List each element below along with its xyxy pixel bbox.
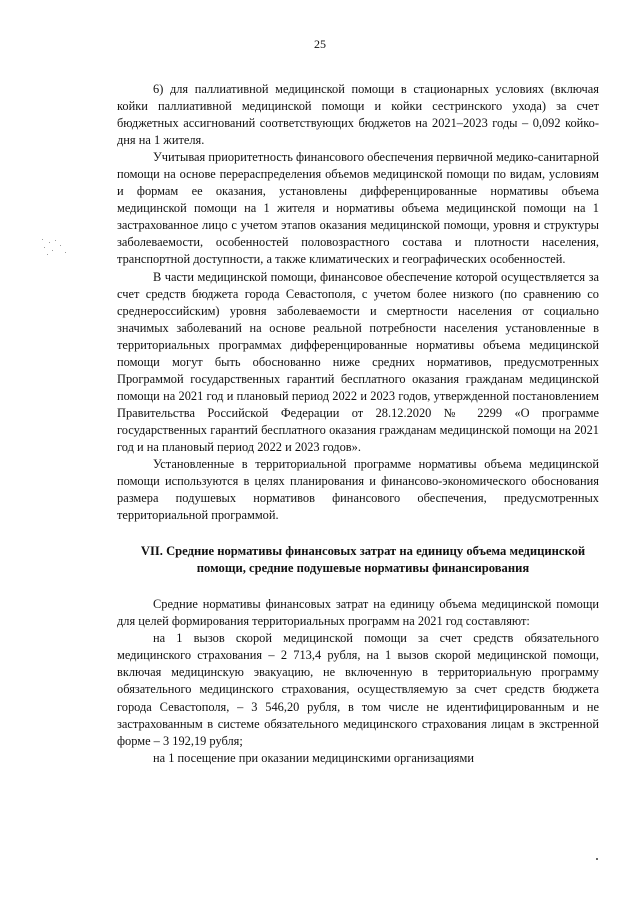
document-body [117,81,599,767]
paragraph-cost-norms-intro: Средние нормативы финансовых затрат на единицу объема медицинской помощи для целей формирования территориальных программ на 2021 год составляют: [117,597,599,629]
paragraph-sevastopol-budget: В части медицинской помощи, финансовое обеспечение которой осуществляется за счет средств бюджета города Севастополя, с учетом более низкого (по сравнению со среднероссийским) уровня заболеваемости и смертности населения от социально значимых заболеваний на основе реальной потребности населения установленные в территориальных программах дифференцированные нормативы объема медицинской помощи могут быть обоснованно ниже средних нормативов, предусмотренных Программой государственных гарантий бесплатного оказания гражданам медицинской помощи на 2021 год и плановый период 2022 и 2023 годов, утвержденной постановлением Правительства Российской Федерации от 28.12.2020 № 2299 «О программе государственных гарантий бесплатного оказания гражданам медицинской помощи на 2021 год и на плановый период 2022 и 2023 годов». [117,269,599,454]
scan-noise [40,238,70,258]
paragraph-primary-care-priority: Учитывая приоритетность финансового обеспечения первичной медико-санитарной помощи на основе перераспределения объемов медицинской помощи по видам, условиям и формам ее оказания, установлены дифференцированные нормативы объема медицинской помощи на 1 жителя и нормативы объема медицинской помощи на 1 застрахованное лицо с учетом этапов оказания медицинской помощи, уровня и структуры заболеваемости, особенностей половозрастного состава и плотности населения, транспортной доступности, а также климатических и географических особенностей. [117,150,599,267]
paragraph-palliative-care: 6) для паллиативной медицинской помощи в стационарных условиях (включая койки паллиативной медицинской помощи и койки сестринского ухода) за счет бюджетных ассигнований соответствующих бюджетов на 2021–2023 годы – 0,092 койко-дня на 1 жителя. [117,82,599,148]
page-number: 25 [314,37,326,51]
paragraph-visit-costs: на 1 посещение при оказании медицинскими организациями [153,750,474,765]
scan-dot [596,858,598,860]
paragraph-ambulance-call-costs: на 1 вызов скорой медицинской помощи за счет средств обязательного медицинского страхования – 2 713,4 рубля, на 1 вызов скорой медицинской помощи, включая медицинскую эвакуацию, не включенную в территориальную программу обязательного медицинского страхования, осуществляемую за счет средств бюджета города Севастополя, – 3 546,20 рубля, в том числе не идентифицированным и не застрахованным в системе обязательного медицинского страхования лицам в экстренной форме – 3 192,19 рубля; [117,631,599,748]
section-title: VII. Средние нормативы финансовых затрат на единицу объема медицинской помощи, средние подушевые нормативы финансирования [140,544,586,576]
paragraph-planning-norms: Установленные в территориальной программе нормативы объема медицинской помощи используются в целях планирования и финансово-экономического обоснования размера подушевых нормативов финансового обеспечения, предусмотренных территориальной программой. [117,457,599,523]
